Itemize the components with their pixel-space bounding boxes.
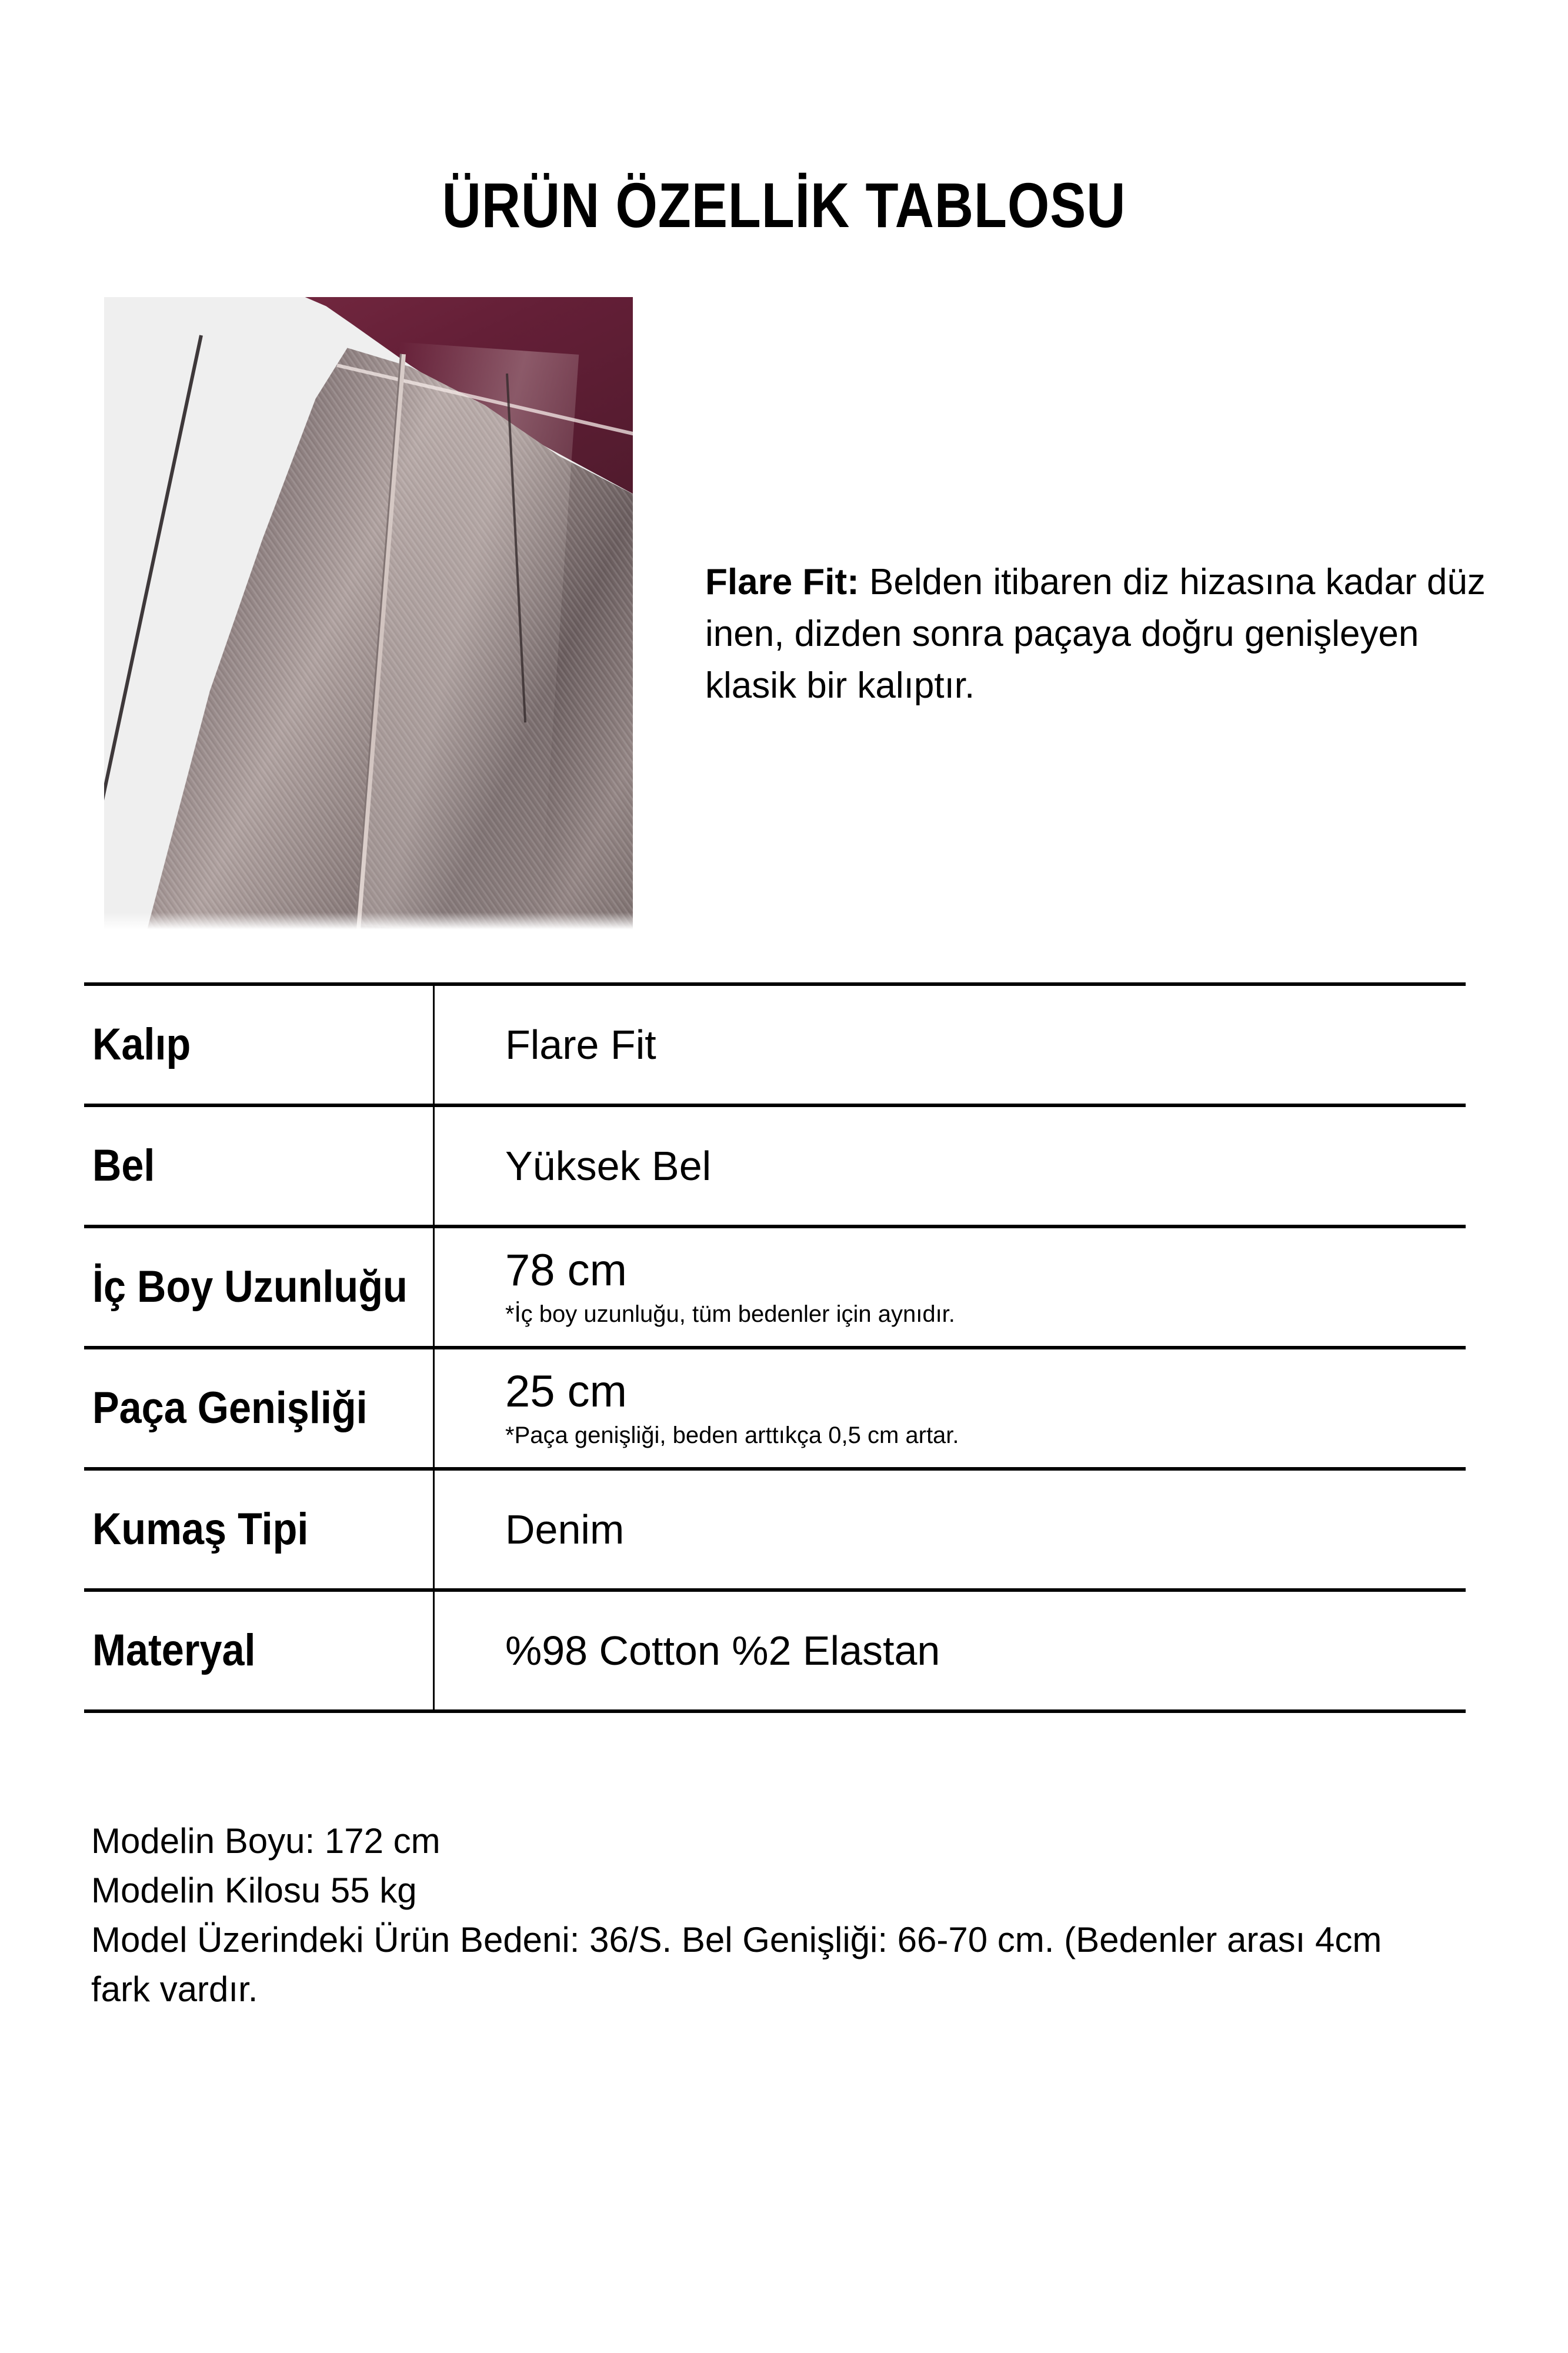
spec-label-cell <box>84 1471 435 1588</box>
fit-description <box>705 556 1511 712</box>
page-title-row <box>0 169 1568 241</box>
spec-label: Paça Genişliği <box>92 1383 368 1433</box>
spec-value: Yüksek Bel <box>505 1143 712 1189</box>
fit-term: Flare Fit: <box>705 562 859 602</box>
spec-label-cell <box>84 1107 435 1225</box>
spec-value-cell <box>435 1471 1466 1588</box>
spec-value-cell <box>435 1592 1466 1709</box>
model-size-line: Model Üzerindeki Ürün Bedeni: 36/S. Bel Genişliği: 66-70 cm. (Bedenler arası 4cm fark vardır. <box>91 1920 1382 2009</box>
spec-row-kumas-tipi <box>84 1471 1466 1592</box>
spec-row-materyal <box>84 1592 1466 1713</box>
spec-row-paca-genisligi <box>84 1349 1466 1471</box>
spec-row-kalip <box>84 986 1466 1107</box>
spec-value: 25 cm <box>505 1367 627 1417</box>
spec-label-cell <box>84 986 435 1104</box>
spec-value-cell <box>435 986 1466 1104</box>
spec-row-ic-boy-uzunlugu <box>84 1228 1466 1349</box>
page-title: ÜRÜN ÖZELLİK TABLOSU <box>442 169 1126 241</box>
spec-value-cell <box>435 1228 1466 1346</box>
spec-value-cell <box>435 1107 1466 1225</box>
spec-value-cell <box>435 1349 1466 1467</box>
spec-label: Kumaş Tipi <box>92 1504 309 1554</box>
spec-table <box>84 982 1466 1713</box>
model-info <box>91 1817 1438 2014</box>
spec-value: Flare Fit <box>505 1022 656 1068</box>
spec-label-cell <box>84 1349 435 1467</box>
spec-note: *Paça genişliği, beden arttıkça 0,5 cm artar. <box>505 1422 959 1448</box>
model-weight-line: Modelin Kilosu 55 kg <box>91 1871 417 1910</box>
spec-value: 78 cm <box>505 1245 627 1295</box>
photo-bottom-fade <box>104 912 633 932</box>
fit-description-text: Belden itibaren diz hizasına kadar düz inen, dizden sonra paçaya doğru genişleyen klasik bir kalıptır. <box>705 562 1486 706</box>
model-height-line: Modelin Boyu: 172 cm <box>91 1821 441 1861</box>
spec-label: Kalıp <box>92 1019 191 1069</box>
spec-value: %98 Cotton %2 Elastan <box>505 1628 940 1674</box>
spec-label: Materyal <box>92 1625 256 1675</box>
spec-label: Bel <box>92 1141 155 1191</box>
spec-note: *İç boy uzunluğu, tüm bedenler için aynıdır. <box>505 1301 955 1327</box>
spec-value: Denim <box>505 1507 625 1552</box>
spec-row-bel <box>84 1107 1466 1228</box>
product-photo <box>104 297 633 932</box>
spec-label-cell <box>84 1592 435 1709</box>
spec-label: İç Boy Uzunluğu <box>92 1262 408 1312</box>
spec-label-cell <box>84 1228 435 1346</box>
